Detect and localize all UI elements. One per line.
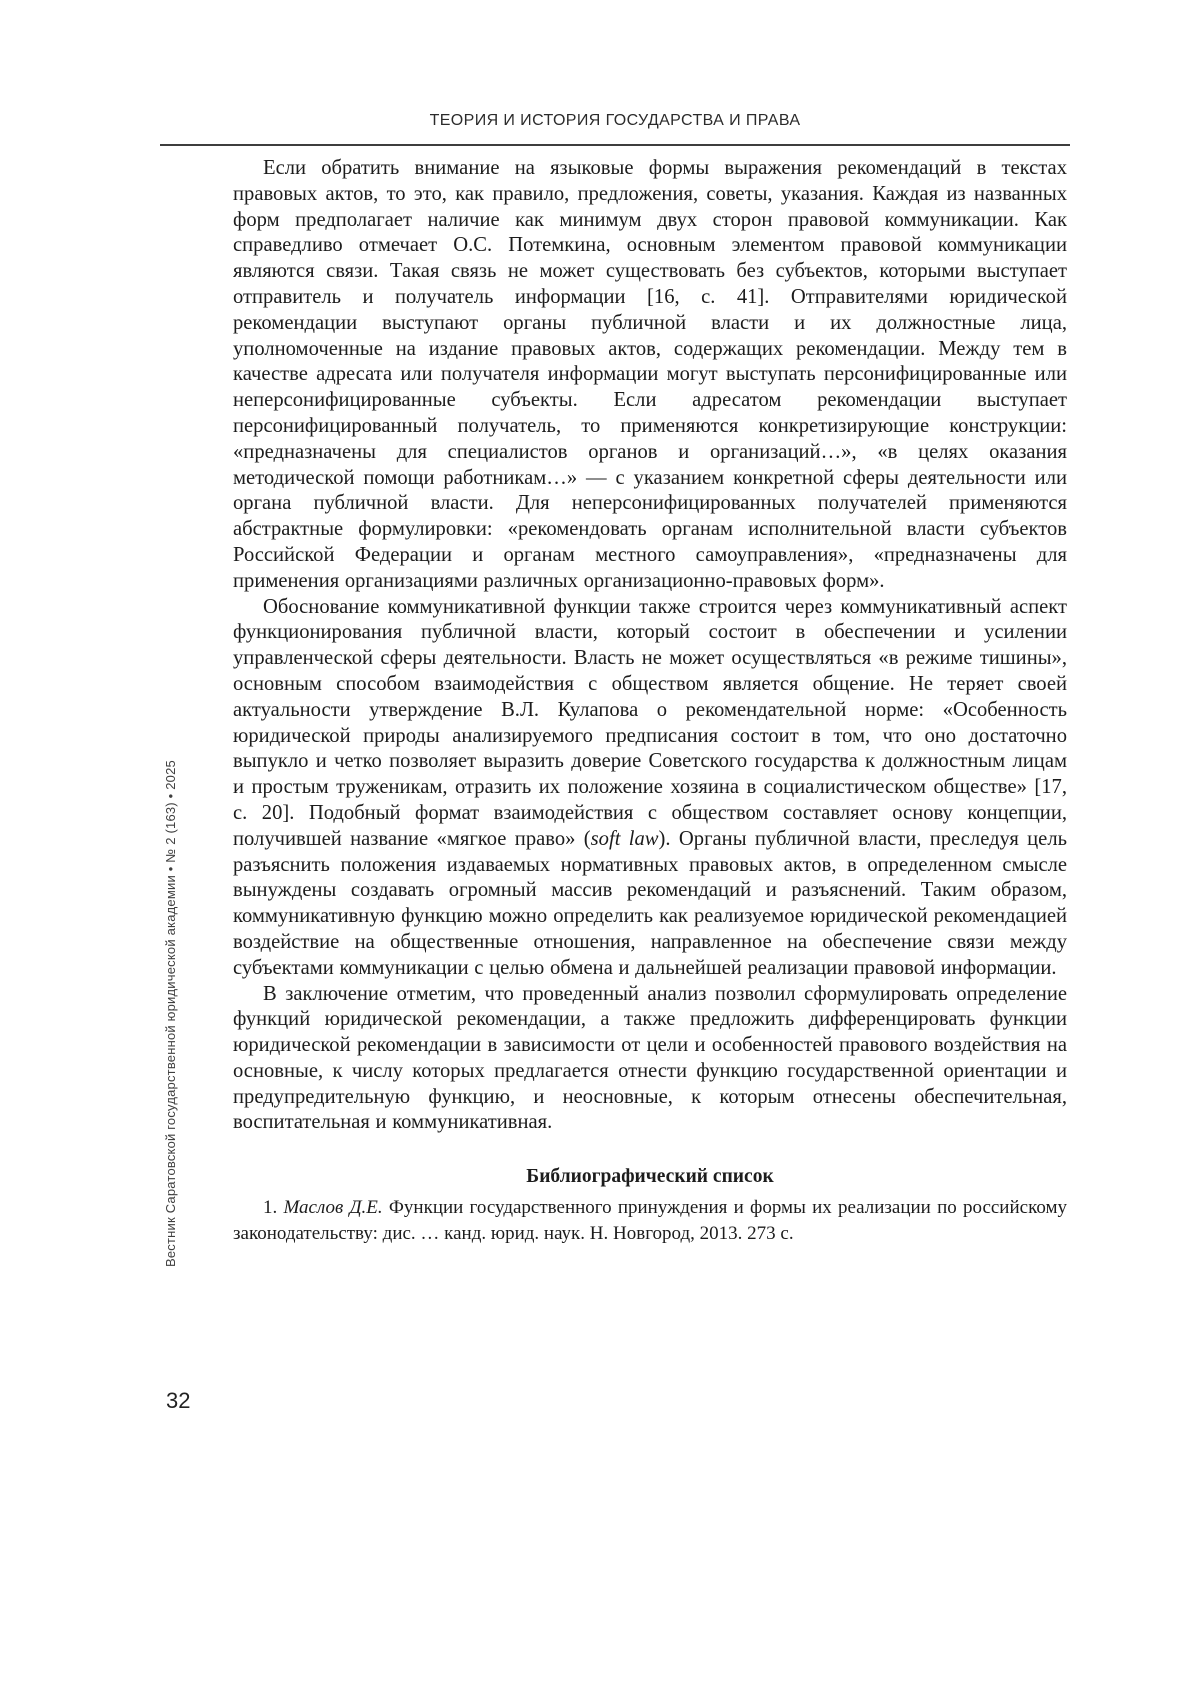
reference-item-1 — [233, 1195, 1067, 1246]
reference-number: 1. — [263, 1197, 278, 1219]
journal-imprint-vertical: Вестник Саратовской государственной юридической академии • № 2 (163) • 2025 — [163, 760, 178, 1267]
article-body — [233, 156, 1067, 1246]
bibliography-heading: Библиографический список — [526, 1166, 774, 1188]
paragraph-communicative-function — [233, 595, 1067, 982]
reference-author: Маслов Д.Е. — [283, 1197, 383, 1219]
paragraph-language-forms: Если обратить внимание на языковые формы выражения рекомендаций в текстах правовых актов, то это, как правило, предложения, советы, указания. Каждая из названных форм предполагает наличие как минимум двух сторон правовой коммуникации. Как справедливо отмечает О.С. Потемкина, основным элементом правовой коммуникации являются связи. Такая связь не может существовать без субъектов, которыми выступает отправитель и получатель информации [16, с. 41]. Отправителями юридической рекомендации выступают органы публичной власти и их должностные лица, уполномоченные на издание правовых актов, содержащих рекомендации. Между тем в качестве адресата или получателя информации могут выступать персонифицированные или неперсонифицированные субъекты. Если адресатом рекомендации выступает персонифицированный получатель, то применяются конкретизирующие конструкции: «предназначены для специалистов органов и организаций…», «в целях оказания методической помощи работникам…» — с указанием конкретной сферы деятельности или органа публичной власти. Для неперсонифицированных получателей применяются абстрактные формулировки: «рекомендовать органам исполнительной власти субъектов Российской Федерации и органам местного самоуправления», «предназначены для применения организациями различных организационно-правовых форм». — [233, 157, 1067, 592]
paragraph-2-text-b: ). Органы публичной власти, преследуя цель разъяснить положения издаваемых нормативных правовых актов, в определенном смысле вынуждены создавать огромный массив рекомендаций и разъяснений. Таким образом, коммуникативную функцию можно определить как реализуемое юридической рекомендацией воздействие на общественные отношения, направленное на обеспечение связи между субъектами коммуникации с целью обмена и дальнейшей реализации правовой информации. — [233, 827, 1067, 979]
running-head: ТЕОРИЯ И ИСТОРИЯ ГОСУДАРСТВА И ПРАВА — [429, 112, 801, 129]
page-number: 32 — [166, 1388, 191, 1413]
header-rule — [160, 144, 1070, 146]
reference-text: Функции государственного принуждения и формы их реализации по российскому законодательству: дис. … канд. юрид. наук. Н. Новгород, 2013. 273 с. — [233, 1197, 1068, 1244]
soft-law-italic: soft law — [590, 827, 659, 850]
paragraph-conclusion: В заключение отметим, что проведенный анализ позволил сформулировать определение функций юридической рекомендации, а также предложить дифференцировать функции юридической рекомендации в зависимости от цели и особенностей правового воздействия на основные, к числу которых предлагается отнести функцию государственной ориентации и предупредительную функцию, и неосновные, к которым отнесены обеспечительная, воспитательная и коммуникативная. — [233, 982, 1067, 1134]
paragraph-2-text-a: Обоснование коммуникативной функции также строится через коммуникативный аспект функционирования публичной власти, который состоит в обеспечении и усилении управленческой сферы деятельности. Власть не может осуществляться «в режиме тишины», основным способом взаимодействия с обществом является общение. Не теряет своей актуальности утверждение В.Л. Кулапова о рекомендательной норме: «Особенность юридической природы анализируемого предписания состоит в том, что оно достаточно выпукло и четко позволяет выразить доверие Советского государства к должностным лицам и простым труженикам, отразить их положение хозяина в социалистическом обществе» [17, с. 20]. Подобный формат взаимодействия с обществом составляет основу концепции, получившей название «мягкое право» ( — [233, 595, 1067, 850]
